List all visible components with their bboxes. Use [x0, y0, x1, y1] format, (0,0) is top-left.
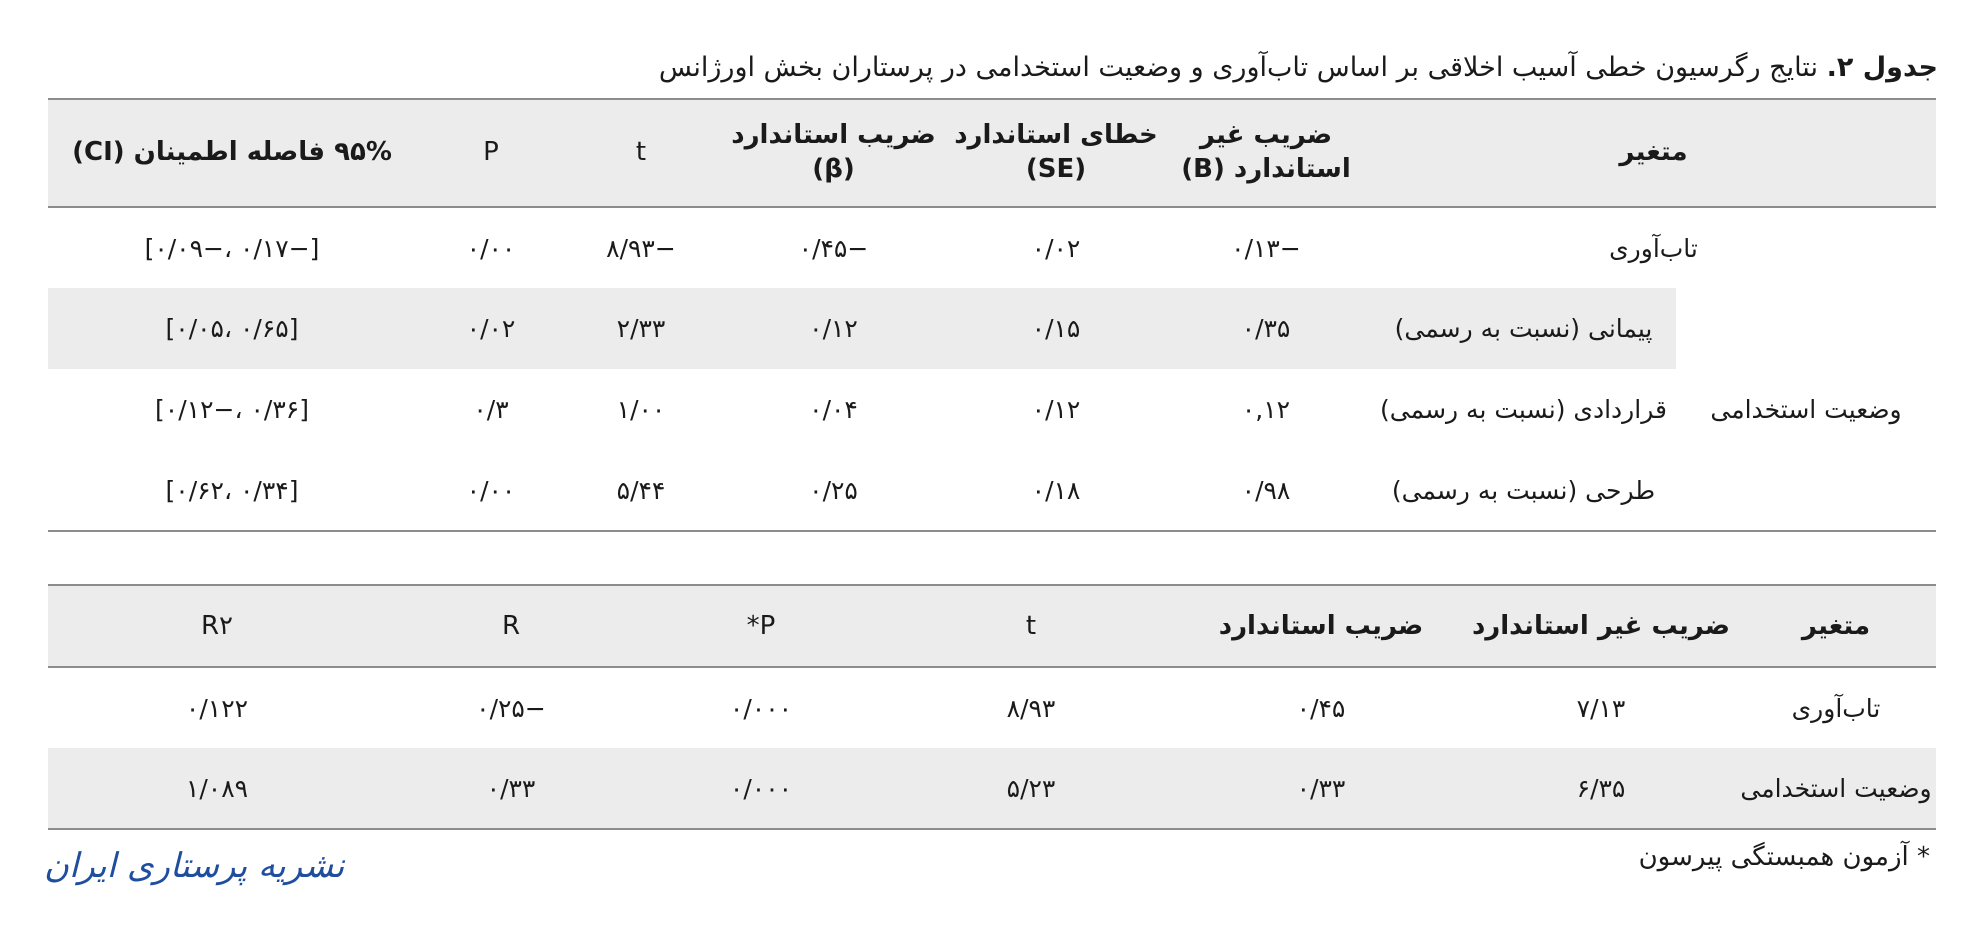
cell-ci: [۰/۳۴ ،۰/۶۲]: [165, 475, 299, 505]
cell-b: ۰/۳۵: [1241, 314, 1291, 343]
table-row: [48, 450, 1936, 531]
table-header-row: [48, 585, 1936, 667]
cell-ci: [۰/۶۵ ،۰/۰۵]: [165, 314, 299, 343]
cell-ci: [۰/۳۶ ،−۰/۱۲]: [155, 395, 309, 424]
cell-beta: ۰/۰۴: [809, 395, 858, 424]
cell-se: ۰/۱۵: [1031, 314, 1081, 343]
journal-logo: نشریه پرستاری ایران: [44, 846, 345, 886]
cell-t: ۵/۴۴: [616, 475, 666, 505]
cell-t: ۲/۳۳: [616, 314, 666, 343]
cell-bstd: ۰/۴۵: [1296, 693, 1346, 723]
cell-r: ۰/۳۳: [486, 773, 536, 803]
header-b-unstd: ضریب غیر استاندارد: [1466, 585, 1736, 667]
header-p: P: [416, 99, 566, 207]
header-r2: R۲: [48, 585, 386, 667]
cell-bstd: ۰/۳۳: [1296, 773, 1346, 803]
correlation-table: [48, 584, 1936, 830]
cell-p: ۰/۳: [473, 395, 509, 424]
header-b-std: ضریب استاندارد: [1176, 585, 1466, 667]
footnote: * آزمون همبستگی پیرسون: [1638, 842, 1930, 872]
table-row: [48, 667, 1936, 748]
cell-t: ۱/۰۰: [616, 395, 666, 424]
cell-r2: ۰/۱۲۲: [185, 693, 249, 723]
cell-variable: وضعیت استخدامی: [1740, 773, 1932, 803]
group-label: وضعیت استخدامی: [1676, 288, 1936, 531]
table-caption: [659, 52, 1938, 83]
header-ci: ۹۵% فاصله اطمینان (CI): [48, 99, 416, 207]
header-variable: متغیر: [1736, 585, 1936, 667]
header-p: P*: [636, 585, 886, 667]
table-header-row: [48, 99, 1936, 207]
cell-beta: −۰/۴۵: [798, 233, 869, 263]
cell-t: ۵/۲۳: [1006, 773, 1056, 803]
cell-b: ۷/۱۳: [1576, 693, 1626, 723]
cell-se: ۰/۰۲: [1031, 233, 1081, 263]
cell-b: −۰/۱۳: [1231, 233, 1301, 263]
header-b-unstd: ضریب غیر استاندارد (B): [1161, 99, 1371, 207]
regression-table: [48, 98, 1936, 532]
cell-p: ۰/۰۰: [466, 233, 516, 263]
cell-t: ۸/۹۳: [1006, 693, 1056, 723]
cell-p: ۰/۰۰: [466, 475, 516, 505]
header-variable: متغیر: [1371, 99, 1936, 207]
header-r: R: [386, 585, 636, 667]
cell-b: ۰/۹۸: [1241, 475, 1291, 505]
header-beta-std: ضریب استاندارد (β): [716, 99, 951, 207]
cell-r2: ۱/۰۸۹: [185, 773, 249, 803]
table-row: [48, 207, 1936, 288]
cell-variable: تاب‌آوری: [1791, 693, 1881, 723]
table-row: [48, 748, 1936, 829]
cell-p: ۰/۰۰۰: [729, 773, 793, 803]
cell-beta: ۰/۲۵: [809, 475, 858, 505]
cell-variable: قراردادی (نسبت به رسمی): [1380, 395, 1667, 424]
cell-ci: [−۰/۱۷ ،−۰/۰۹]: [144, 233, 320, 263]
cell-b: ۶/۳۵: [1576, 773, 1626, 803]
header-t: t: [566, 99, 716, 207]
cell-r: −۰/۲۵: [476, 693, 546, 723]
cell-p: ۰/۰۲: [466, 314, 516, 343]
header-se: خطای استاندارد (SE): [951, 99, 1161, 207]
table-row: [48, 288, 1936, 369]
header-t: t: [886, 585, 1176, 667]
cell-variable: تاب‌آوری: [1609, 233, 1698, 263]
cell-se: ۰/۱۲: [1031, 395, 1081, 424]
cell-beta: ۰/۱۲: [809, 314, 858, 343]
table-row: [48, 369, 1936, 450]
cell-t: −۸/۹۳: [606, 233, 676, 263]
caption-text: نتایج رگرسیون خطی آسیب اخلاقی بر اساس تاب‌آوری و وضعیت استخدامی در پرستاران بخش اورژانس: [658, 52, 1818, 83]
cell-variable: طرحی (نسبت به رسمی): [1391, 475, 1656, 505]
cell-p: ۰/۰۰۰: [729, 693, 793, 723]
cell-b: ۰,۱۲: [1241, 395, 1291, 424]
cell-se: ۰/۱۸: [1031, 475, 1081, 505]
caption-label: جدول ۲.: [1826, 52, 1938, 83]
cell-variable: پیمانی (نسبت به رسمی): [1394, 314, 1653, 343]
